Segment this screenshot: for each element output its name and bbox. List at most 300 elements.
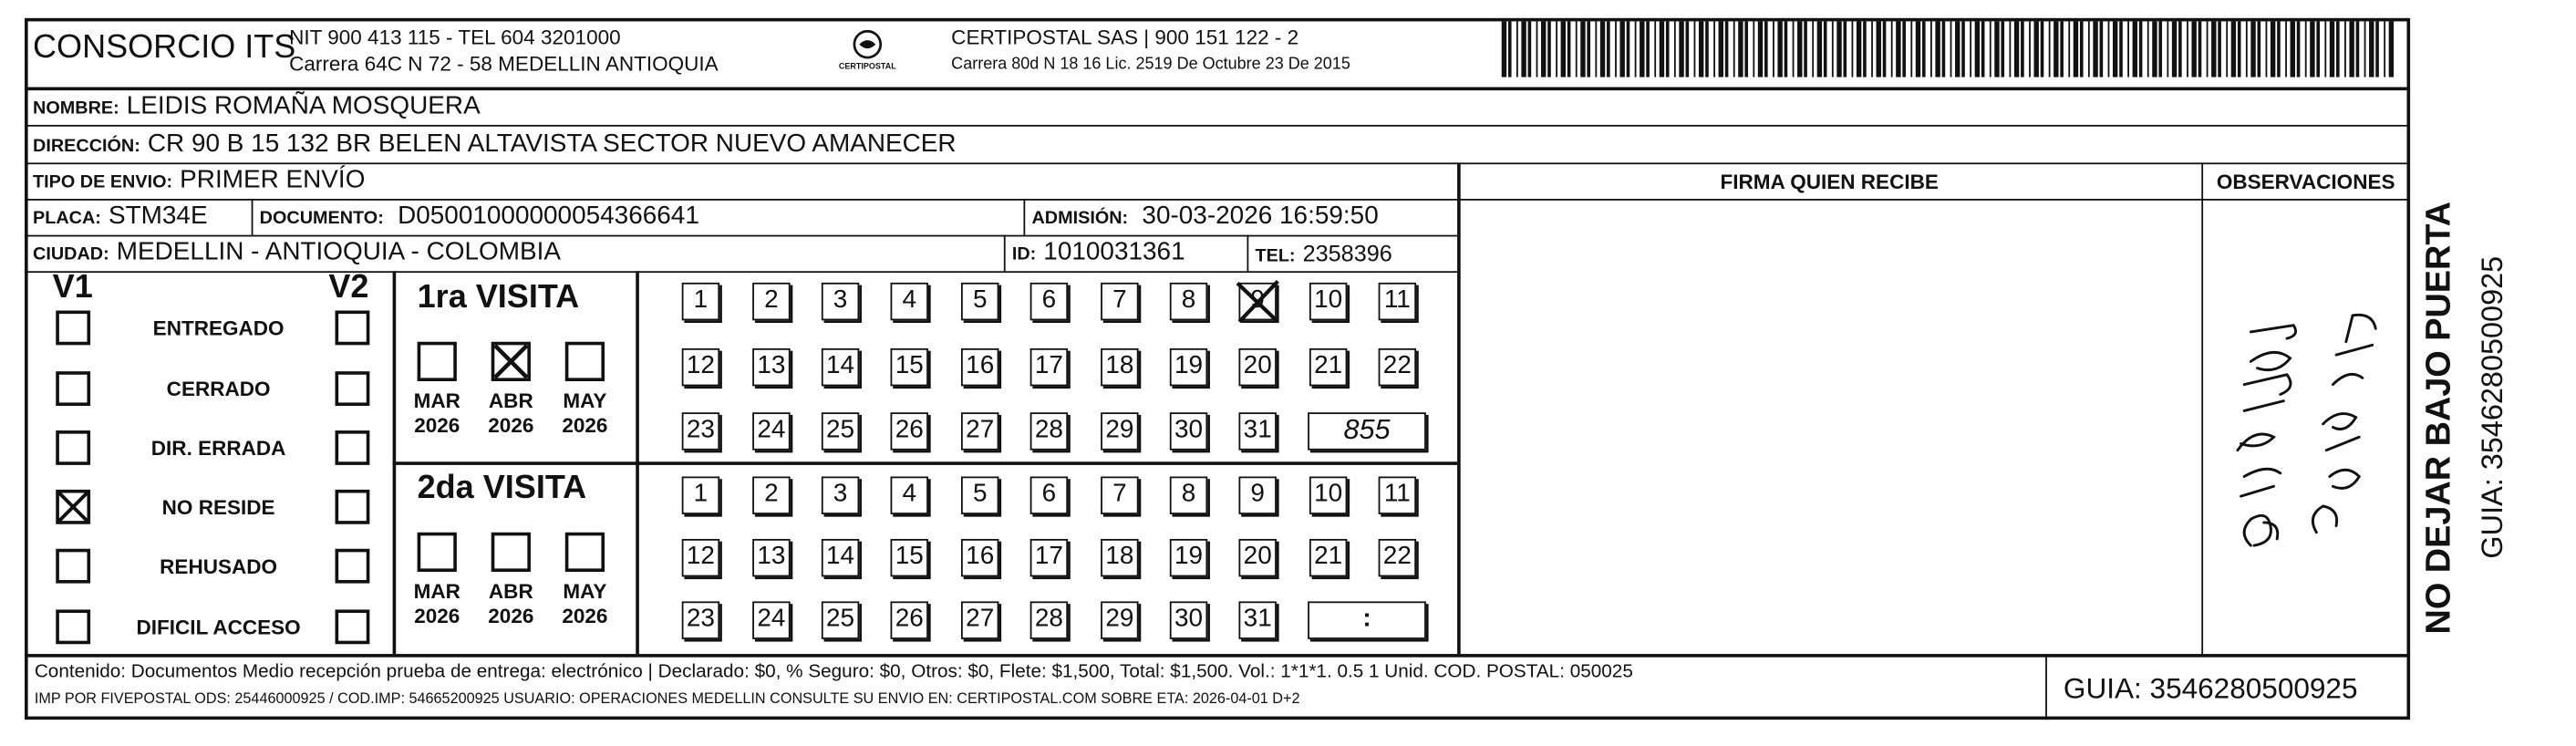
second-day-box[interactable]: 28 — [1030, 601, 1068, 638]
month-year: 2026 — [488, 414, 534, 438]
barcode-bar — [2231, 21, 2236, 77]
barcode-bar — [2297, 21, 2301, 77]
barcode-bar — [1654, 21, 1656, 77]
barcode-bar — [1541, 21, 1546, 77]
barcode-bar — [1694, 21, 1696, 77]
second-day-box[interactable]: 24 — [752, 601, 790, 638]
second-day-box[interactable]: 31 — [1238, 601, 1276, 638]
first-day-box[interactable]: 9 — [1238, 283, 1276, 320]
barcode-bar — [2127, 21, 2129, 77]
first-day-box[interactable]: 2 — [752, 283, 790, 320]
second-month-label — [408, 580, 467, 629]
barcode-bar — [1777, 21, 1782, 77]
barcode-bar — [1713, 21, 1715, 77]
barcode-bar — [1635, 21, 1637, 77]
barcode-bar — [1528, 21, 1532, 77]
admision-value: 30-03-2026 16:59:50 — [1142, 202, 1379, 231]
status-label: NO RESIDE — [161, 496, 275, 520]
first-day-box[interactable]: 13 — [752, 348, 790, 386]
barcode-bar — [1824, 21, 1827, 77]
barcode-bar — [2266, 21, 2268, 77]
barcode-bar — [1773, 21, 1774, 77]
barcode-bar — [1705, 21, 1709, 77]
barcode-bar — [1844, 21, 1847, 77]
second-day-box[interactable]: 11 — [1379, 476, 1416, 513]
first-month-checkbox-2[interactable] — [565, 342, 605, 381]
barcode-bar — [2271, 21, 2275, 77]
first-day-box[interactable]: 11 — [1379, 283, 1416, 320]
barcode-bar — [1896, 21, 1900, 77]
first-month-checkbox-0[interactable] — [418, 342, 457, 381]
status-label: DIFICIL ACCESO — [136, 616, 301, 639]
barcode-bar — [2068, 21, 2070, 77]
first-day-box[interactable]: 25 — [822, 412, 859, 450]
first-day-box[interactable]: 7 — [1101, 283, 1138, 320]
barcode-bar — [1832, 21, 1834, 77]
visits-separator — [393, 461, 1458, 465]
second-visit-time[interactable]: : — [1308, 601, 1426, 638]
status-label: CERRADO — [166, 378, 271, 401]
tel-cell — [1255, 240, 1391, 269]
first-day-box[interactable]: 22 — [1379, 348, 1416, 386]
barcode-bar — [2113, 21, 2117, 77]
barcode-bar — [1502, 21, 1506, 77]
first-day-box[interactable]: 3 — [822, 283, 859, 320]
footer-divider — [25, 654, 2410, 658]
barcode-bar — [2384, 21, 2385, 77]
second-day-box[interactable]: 30 — [1170, 601, 1207, 638]
tel-value: 2358396 — [1302, 240, 1392, 266]
barcode-bar — [1600, 21, 1605, 77]
barcode-bar — [1674, 21, 1676, 77]
documento-label: DOCUMENTO: — [259, 208, 384, 229]
barcode-bar — [2152, 21, 2157, 77]
admision-cell — [1031, 202, 1378, 232]
second-day-box[interactable]: 20 — [1238, 539, 1276, 576]
barcode-bar — [2258, 21, 2261, 77]
second-day-box[interactable]: 26 — [891, 601, 928, 638]
barcode-bar — [1852, 21, 1854, 77]
second-day-box[interactable]: 19 — [1170, 539, 1207, 576]
barcode-bar — [1857, 21, 1861, 77]
receipt-border — [25, 18, 2410, 720]
barcode-bar — [2034, 21, 2039, 77]
barcode-bar — [1733, 21, 1735, 77]
no-dejar-bajo-puerta: NO DEJAR BAJO PUERTA — [2419, 202, 2458, 635]
barcode-bar — [1615, 21, 1617, 77]
month-name: MAR — [413, 580, 460, 604]
month-year: 2026 — [414, 414, 460, 438]
barcode-bar — [2207, 21, 2209, 77]
first-day-box[interactable]: 12 — [682, 348, 719, 386]
v1-checkbox-4[interactable] — [56, 549, 90, 584]
id-value: 1010031361 — [1043, 238, 1185, 266]
header-divider — [25, 87, 2410, 90]
v2-checkbox-3[interactable] — [336, 490, 370, 524]
barcode-bar — [2305, 21, 2307, 77]
v1-checkbox-3[interactable] — [56, 490, 90, 524]
barcode-bar — [1891, 21, 1893, 77]
barcode-bar — [1975, 21, 1980, 77]
first-month-checkbox-1[interactable] — [491, 342, 531, 381]
barcode-bar — [1640, 21, 1644, 77]
second-day-box[interactable]: 6 — [1030, 476, 1068, 513]
second-day-box[interactable]: 17 — [1030, 539, 1068, 576]
first-day-box[interactable]: 20 — [1238, 348, 1276, 386]
barcode-bar — [2108, 21, 2110, 77]
first-visit-time[interactable]: 855 — [1308, 412, 1426, 450]
firma-label: FIRMA QUIEN RECIBE — [1720, 171, 1939, 194]
barcode-bar — [1785, 21, 1788, 77]
barcode-bar — [1738, 21, 1743, 77]
second-day-box[interactable]: 4 — [891, 476, 928, 513]
certipostal-logo — [833, 20, 902, 86]
month-year: 2026 — [488, 605, 534, 628]
guia-box: GUIA: 3546280500925 — [2063, 671, 2358, 705]
row-line-5 — [25, 271, 1457, 273]
month-name: ABR — [488, 580, 533, 604]
barcode-bar — [1679, 21, 1683, 77]
barcode-bar — [1922, 21, 1926, 77]
ciudad-cell — [33, 238, 561, 267]
barcode-bar — [1595, 21, 1597, 77]
barcode-bar — [2133, 21, 2137, 77]
handwriting-icon — [2201, 203, 2410, 650]
row-line-2 — [25, 162, 2410, 164]
status-label: ENTREGADO — [152, 316, 284, 340]
barcode-bar — [1580, 21, 1585, 77]
barcode-bar — [2172, 21, 2177, 77]
second-day-box[interactable]: 14 — [822, 539, 859, 576]
barcode-bar — [2021, 21, 2024, 77]
first-day-box[interactable]: 26 — [891, 412, 928, 450]
id-label: ID: — [1011, 244, 1037, 265]
first-day-box[interactable]: 29 — [1101, 412, 1138, 450]
barcode-bar — [1666, 21, 1670, 77]
barcode-bar — [2088, 21, 2090, 77]
month-year: 2026 — [562, 605, 608, 628]
second-day-box[interactable]: 12 — [682, 539, 719, 576]
v1-checkbox-1[interactable] — [56, 371, 90, 406]
first-day-box[interactable]: 14 — [822, 348, 859, 386]
documento-cell — [260, 202, 699, 232]
barcode-bar — [1930, 21, 1932, 77]
tel-label: TEL: — [1255, 246, 1296, 266]
second-day-box[interactable]: 3 — [822, 476, 859, 513]
second-day-box[interactable]: 2 — [752, 476, 790, 513]
month-year: 2026 — [562, 414, 608, 438]
barcode-bar — [2167, 21, 2168, 77]
barcode-bar — [1902, 21, 1906, 77]
first-day-box[interactable]: 15 — [891, 348, 928, 386]
barcode-bar — [1961, 21, 1965, 77]
nombre-value: LEIDIS ROMAÑA MOSQUERA — [126, 91, 481, 120]
second-day-box[interactable]: 25 — [822, 601, 859, 638]
second-month-checkbox-1[interactable] — [491, 533, 531, 572]
barcode-bar — [2364, 21, 2366, 77]
admision-divider — [1023, 199, 1025, 235]
second-day-box[interactable]: 8 — [1170, 476, 1207, 513]
ciudad-value: MEDELLIN - ANTIOQUIA - COLOMBIA — [116, 238, 562, 266]
barcode-bar — [1863, 21, 1867, 77]
barcode-bar — [2218, 21, 2221, 77]
second-day-box[interactable]: 23 — [682, 601, 719, 638]
company-nit: NIT 900 413 115 - TEL 604 3201000 — [289, 26, 621, 50]
first-day-box[interactable]: 24 — [752, 412, 790, 450]
barcode-bar — [2285, 21, 2287, 77]
placa-label: PLACA: — [33, 208, 101, 229]
barcode-bar — [1508, 21, 1512, 77]
direccion-value: CR 90 B 15 132 BR BELEN ALTAVISTA SECTOR NUEVO AMANECER — [147, 130, 957, 158]
v1-checkbox-5[interactable] — [56, 609, 90, 644]
barcode-bar — [1753, 21, 1754, 77]
v2-checkbox-1[interactable] — [336, 371, 370, 406]
barcode-bar — [2316, 21, 2320, 77]
ciudad-label: CIUDAD: — [33, 244, 109, 265]
first-day-box[interactable]: 21 — [1309, 348, 1347, 386]
v2-checkbox-2[interactable] — [336, 430, 370, 465]
barcode-bar — [2100, 21, 2104, 77]
v1-label: V1 — [52, 269, 93, 306]
barcode-bar — [2356, 21, 2360, 77]
barcode-bar — [1576, 21, 1578, 77]
second-day-box[interactable]: 9 — [1238, 476, 1276, 513]
signature-header-line — [1457, 199, 2410, 201]
v2-checkbox-0[interactable] — [336, 311, 370, 346]
barcode-bar — [1764, 21, 1768, 77]
barcode-bar — [1660, 21, 1664, 77]
first-month-label — [555, 389, 615, 439]
barcode-bar — [2344, 21, 2346, 77]
barcode-bar — [1556, 21, 1557, 77]
status-label: DIR. ERRADA — [150, 437, 286, 461]
barcode-bar — [2187, 21, 2188, 77]
barcode-bar — [2324, 21, 2326, 77]
barcode-bar — [1793, 21, 1795, 77]
first-day-box[interactable]: 6 — [1030, 283, 1068, 320]
cross-mark-icon — [491, 342, 531, 381]
first-day-box[interactable]: 23 — [682, 412, 719, 450]
barcode-bar — [2147, 21, 2149, 77]
barcode-bar — [2049, 21, 2051, 77]
nombre-label: NOMBRE: — [33, 98, 119, 119]
barcode-bar — [2054, 21, 2058, 77]
barcode-bar — [2080, 21, 2084, 77]
second-day-box[interactable]: 22 — [1379, 539, 1416, 576]
tel-divider — [1247, 235, 1248, 272]
barcode-bar — [1619, 21, 1624, 77]
barcode-bar — [1797, 21, 1802, 77]
barcode-bar — [2093, 21, 2097, 77]
barcode-bar — [1699, 21, 1703, 77]
barcode-bar — [2198, 21, 2202, 77]
guia-vertical: GUIA: 3546280500925 — [2476, 255, 2509, 559]
placa-divider — [252, 199, 253, 235]
first-day-box[interactable]: 31 — [1238, 412, 1276, 450]
barcode-bar — [1994, 21, 1999, 77]
tipo-row — [33, 166, 365, 195]
tipo-value: PRIMER ENVÍO — [180, 165, 366, 194]
first-day-box[interactable]: 18 — [1101, 348, 1138, 386]
barcode-bar — [2014, 21, 2019, 77]
row-line-1 — [25, 125, 2410, 127]
first-day-box[interactable]: 27 — [961, 412, 998, 450]
barcode-bar — [1725, 21, 1729, 77]
first-day-box[interactable]: 4 — [891, 283, 928, 320]
barcode-bar — [2139, 21, 2143, 77]
barcode-bar — [2041, 21, 2044, 77]
placa-cell — [33, 202, 208, 232]
direccion-label: DIRECCIÓN: — [33, 136, 140, 157]
id-divider — [1004, 235, 1006, 272]
first-month-label — [481, 389, 541, 439]
barcode-bar — [2029, 21, 2031, 77]
first-day-box[interactable]: 5 — [961, 283, 998, 320]
second-day-box[interactable]: 21 — [1309, 539, 1347, 576]
barcode-bar — [1744, 21, 1748, 77]
barcode-bar — [2119, 21, 2123, 77]
logo-caption: CERTIPOSTAL — [838, 62, 896, 73]
first-day-box[interactable]: 30 — [1170, 412, 1207, 450]
barcode-bar — [2191, 21, 2196, 77]
second-month-checkbox-0[interactable] — [418, 533, 457, 572]
month-name: MAR — [413, 389, 460, 413]
barcode-bar — [2060, 21, 2064, 77]
barcode-bar — [1883, 21, 1887, 77]
barcode-bar — [2226, 21, 2228, 77]
barcode-bar — [1910, 21, 1912, 77]
v1-checkbox-0[interactable] — [56, 311, 90, 346]
placa-value: STM34E — [108, 202, 208, 231]
contenido-line: Contenido: Documentos Medio recepción prueba de entrega: electrónico | Declarado: $0, % Seguro: $0, Otros: $0, Flete: $1,500, Total: $1,500. Vol.: 1*1*1. 0.5 1 Unid. COD. POSTAL: 050025 — [34, 662, 1633, 682]
second-day-box[interactable]: 15 — [891, 539, 928, 576]
month-name: MAY — [563, 580, 607, 604]
barcode-bar — [2375, 21, 2379, 77]
day-cross-icon — [1236, 279, 1280, 324]
barcode-bar — [1817, 21, 1822, 77]
second-day-box[interactable]: 16 — [961, 539, 998, 576]
barcode-bar — [1536, 21, 1538, 77]
barcode-bar — [1587, 21, 1590, 77]
second-day-box[interactable]: 7 — [1101, 476, 1138, 513]
second-day-box[interactable]: 29 — [1101, 601, 1138, 638]
barcode-bar — [1955, 21, 1960, 77]
guia-box-divider — [2045, 654, 2047, 720]
second-month-label — [555, 580, 615, 629]
barcode-bar — [2349, 21, 2354, 77]
second-day-box[interactable]: 13 — [752, 539, 790, 576]
v1-checkbox-2[interactable] — [56, 430, 90, 465]
first-day-box[interactable]: 8 — [1170, 283, 1207, 320]
barcode-bar — [1877, 21, 1881, 77]
barcode-bar — [2074, 21, 2078, 77]
barcode-bar — [2369, 21, 2374, 77]
tipo-label: TIPO DE ENVIO: — [33, 172, 173, 192]
barcode-bar — [1804, 21, 1807, 77]
admision-label: ADMISIÓN: — [1031, 208, 1129, 229]
barcode-bar — [2246, 21, 2248, 77]
barcode-bar — [1561, 21, 1566, 77]
barcode-bar — [2389, 21, 2394, 77]
second-day-box[interactable]: 1 — [682, 476, 719, 513]
month-name: MAY — [563, 389, 607, 413]
signature-left-border — [1457, 162, 1461, 654]
first-visit-title: 1ra VISITA — [417, 279, 580, 316]
row-line-4 — [25, 235, 1457, 237]
certipostal-seal-icon — [833, 20, 902, 86]
barcode-bar — [2001, 21, 2004, 77]
barcode-bar — [1516, 21, 1518, 77]
barcode-bar — [2238, 21, 2241, 77]
second-visit-title: 2da VISITA — [417, 470, 587, 506]
barcode-bar — [2330, 21, 2334, 77]
barcode-bar — [1627, 21, 1630, 77]
barcode-bar — [1970, 21, 1971, 77]
second-day-box[interactable]: 10 — [1309, 476, 1347, 513]
v2-checkbox-4[interactable] — [336, 549, 370, 584]
first-day-box[interactable]: 17 — [1030, 348, 1068, 386]
second-day-box[interactable]: 18 — [1101, 539, 1138, 576]
documento-value: D05001000000054366641 — [398, 202, 699, 231]
barcode-bar — [1950, 21, 1952, 77]
barcode-bar — [1686, 21, 1690, 77]
observaciones-label: OBSERVACIONES — [2216, 171, 2395, 194]
barcode-bar — [1719, 21, 1723, 77]
first-day-box[interactable]: 1 — [682, 283, 719, 320]
barcode-bar — [1935, 21, 1940, 77]
v2-checkbox-5[interactable] — [336, 609, 370, 644]
company-name: CONSORCIO ITS — [33, 29, 296, 67]
barcode-bars — [1498, 21, 2398, 77]
first-day-box[interactable]: 16 — [961, 348, 998, 386]
barcode-bar — [1836, 21, 1841, 77]
v2-label: V2 — [328, 269, 369, 306]
second-day-box[interactable]: 27 — [961, 601, 998, 638]
barcode-bar — [1990, 21, 1991, 77]
id-cell — [1012, 238, 1185, 267]
status-label: REHUSADO — [160, 554, 278, 579]
direccion-row — [33, 130, 957, 159]
barcode — [1498, 21, 2398, 77]
barcode-bar — [2158, 21, 2162, 77]
barcode-bar — [1981, 21, 1985, 77]
second-month-label — [481, 580, 541, 629]
row-line-3 — [25, 199, 1457, 201]
barcode-bar — [2277, 21, 2281, 77]
first-day-box[interactable]: 28 — [1030, 412, 1068, 450]
barcode-bar — [2178, 21, 2182, 77]
first-day-box[interactable]: 19 — [1170, 348, 1207, 386]
barcode-bar — [1916, 21, 1920, 77]
second-day-box[interactable]: 5 — [961, 476, 998, 513]
barcode-bar — [1871, 21, 1873, 77]
barcode-bar — [2009, 21, 2011, 77]
barcode-bar — [1758, 21, 1763, 77]
barcode-bar — [1812, 21, 1814, 77]
barcode-bar — [1547, 21, 1551, 77]
second-month-checkbox-2[interactable] — [565, 533, 605, 572]
cross-mark-icon — [56, 490, 90, 524]
barcode-bar — [2310, 21, 2314, 77]
barcode-bar — [2250, 21, 2255, 77]
barcode-bar — [1521, 21, 1526, 77]
nombre-row — [33, 92, 481, 121]
company-address: Carrera 64C N 72 - 58 MEDELLIN ANTIOQUIA — [289, 52, 719, 76]
barcode-bar — [1607, 21, 1610, 77]
first-day-box[interactable]: 10 — [1309, 283, 1347, 320]
certipostal-license: Carrera 80d N 18 16 Lic. 2519 De Octubre 23 De 2015 — [951, 56, 1350, 75]
month-name: ABR — [488, 389, 533, 413]
